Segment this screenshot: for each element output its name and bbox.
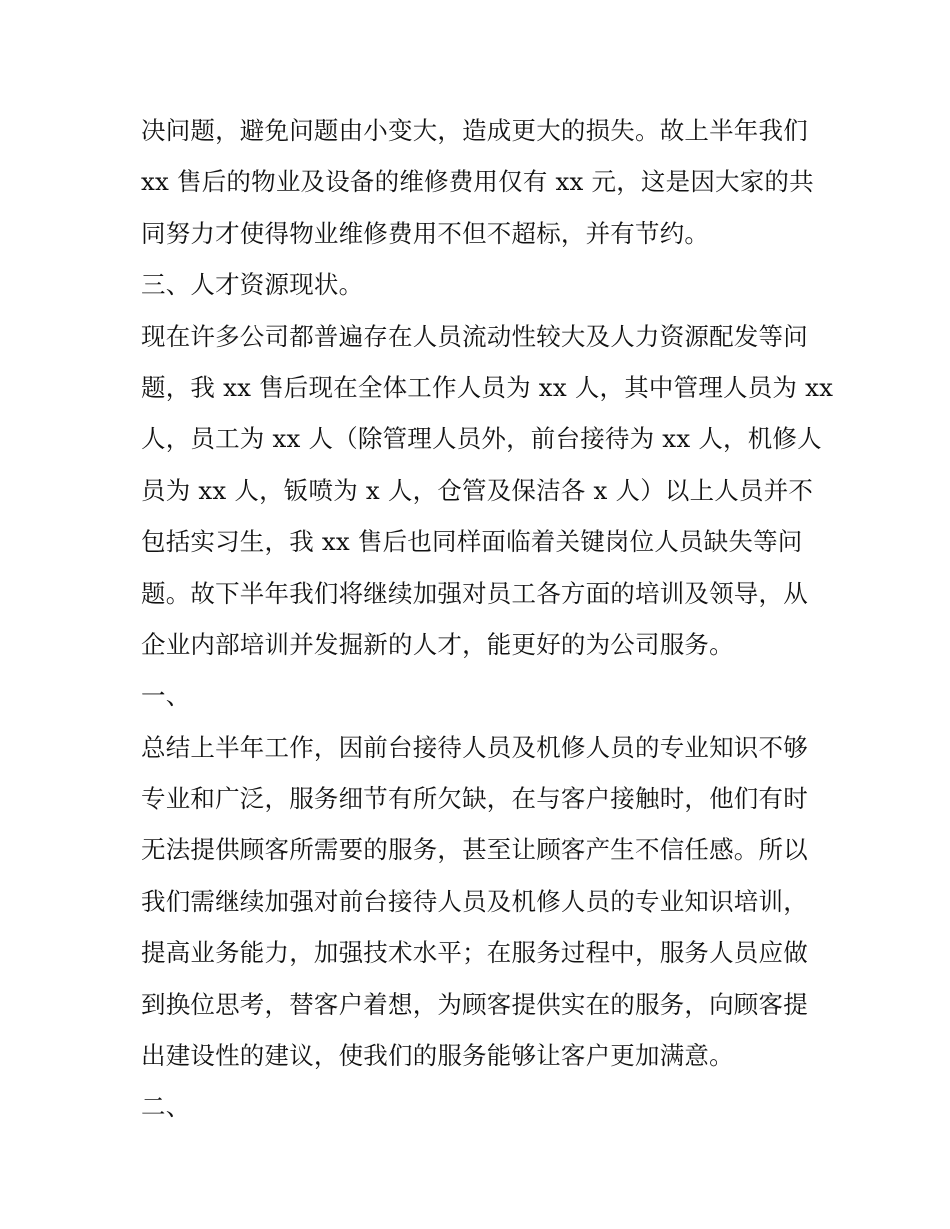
- text-line: 出建设性的建议，使我们的服务能够让客户更加满意。: [141, 1041, 734, 1071]
- section-heading: 三、人才资源现状。: [141, 270, 364, 300]
- text-line: 同努力才使得物业维修费用不但不超标，并有节约。: [141, 218, 710, 248]
- text-line: 人，员工为 xx 人（除管理人员外，前台接待为 xx 人，机修人: [141, 424, 822, 454]
- text-line: 企业内部培训并发掘新的人才，能更好的为公司服务。: [141, 629, 734, 659]
- text-line: 提高业务能力，加强技术水平；在服务过程中，服务人员应做: [141, 938, 808, 968]
- section-heading: 一、: [141, 681, 191, 711]
- section-heading: 二、: [141, 1092, 191, 1122]
- text-line: 题。故下半年我们将继续加强对员工各方面的培训及领导，从: [141, 578, 808, 608]
- text-line: 决问题，避免问题由小变大，造成更大的损失。故上半年我们: [141, 116, 808, 145]
- text-line: 到换位思考，替客户着想，为顾客提供实在的服务，向顾客提: [141, 989, 808, 1019]
- text-line: xx 售后的物业及设备的维修费用仅有 xx 元，这是因大家的共: [141, 167, 814, 197]
- text-line: 现在许多公司都普遍存在人员流动性较大及人力资源配发等问: [141, 321, 808, 351]
- text-line: 我们需继续加强对前台接待人员及机修人员的专业知识培训，: [141, 886, 808, 916]
- body-text: [141, 105, 834, 1133]
- text-line: 无法提供顾客所需要的服务，甚至让顾客产生不信任感。所以: [141, 835, 808, 865]
- text-line: 专业和广泛，服务细节有所欠缺，在与客户接触时，他们有时: [141, 784, 808, 814]
- text-line: 员为 xx 人，钣喷为 x 人，仓管及保洁各 x 人）以上人员并不: [141, 475, 814, 505]
- text-line: 总结上半年工作，因前台接待人员及机修人员的专业知识不够: [141, 732, 808, 762]
- text-line: 题，我 xx 售后现在全体工作人员为 xx 人，其中管理人员为 xx: [141, 372, 834, 402]
- text-line: 包括实习生，我 xx 售后也同样面临着关键岗位人员缺失等问: [141, 527, 803, 557]
